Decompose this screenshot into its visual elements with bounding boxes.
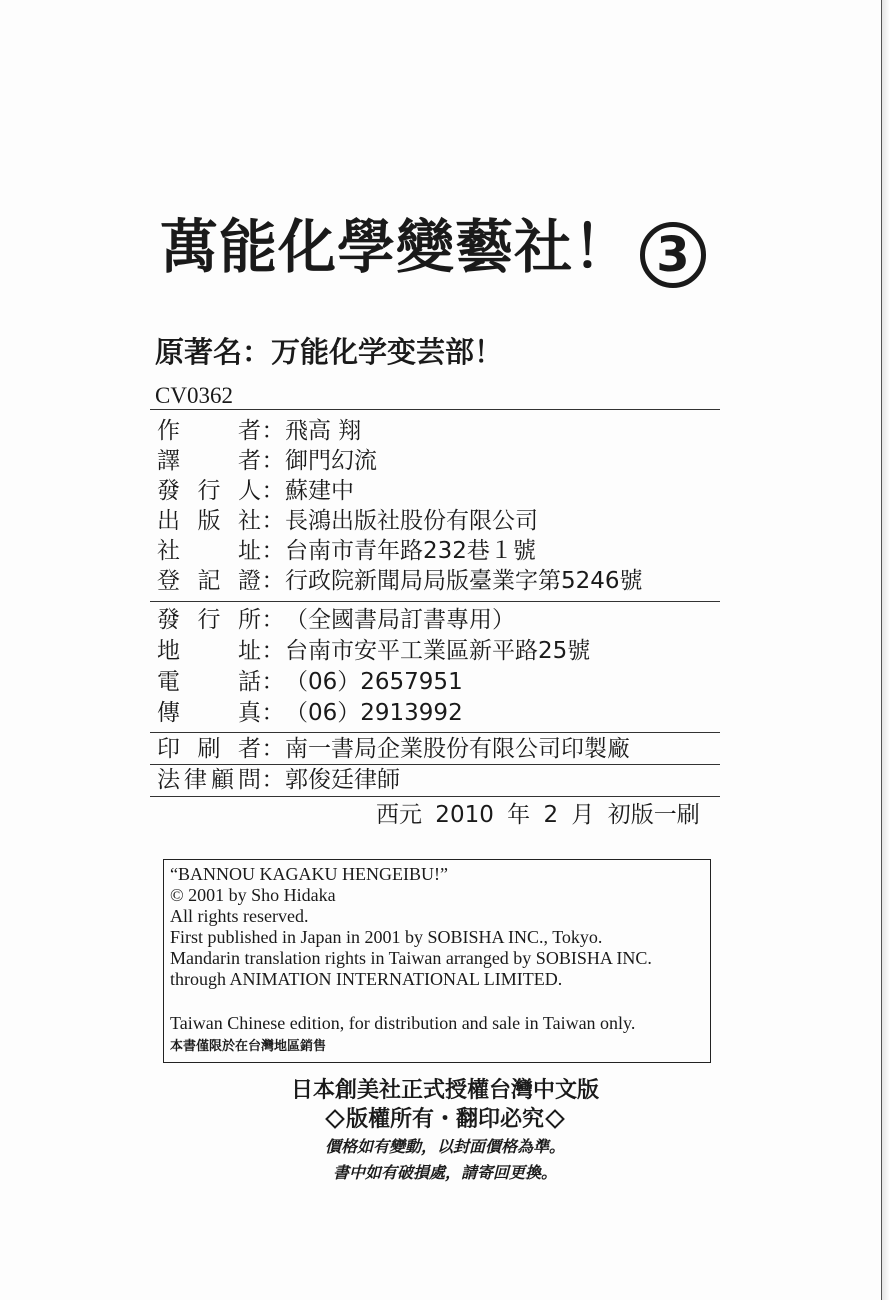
credit-row-printer: 印刷者：南一書局企業股份有限公司印製廠 [157, 736, 630, 762]
volume-number: 3 [640, 222, 706, 288]
credit-value: 南一書局企業股份有限公司印製廠 [285, 736, 630, 762]
credit-row-registration: 登記證：行政院新聞局局版臺業字第5246號 [157, 568, 643, 594]
publication-date: 西元 2010 年 2 月 初版一刷 [376, 802, 700, 828]
divider [150, 601, 720, 602]
credit-row-legal-advisor: 法律顧問：郭俊廷律師 [157, 767, 400, 793]
copyright-line: “BANNOU KAGAKU HENGEIBU!” [170, 864, 448, 884]
credit-row-address: 社址：台南市青年路232巷１號 [157, 538, 536, 564]
credit-value: 台南市青年路232巷１號 [285, 538, 536, 564]
credit-value: 飛高 翔 [285, 418, 362, 444]
diamond-icon [325, 1109, 345, 1129]
original-title: 原著名：万能化学变芸部！ [155, 335, 504, 369]
credit-row-distributor: 發行所：（全國書局訂書專用） [157, 607, 515, 633]
credit-value: 行政院新聞局局版臺業字第5246號 [285, 568, 643, 594]
chinese-distribution-note: 本書僅限於在台灣地區銷售 [170, 1039, 327, 1054]
credit-label: 傳真 [157, 700, 261, 726]
rights-text: 版權所有・翻印必究 [345, 1107, 544, 1132]
credit-label: 發行人 [157, 478, 261, 504]
credit-value: 長鴻出版社股份有限公司 [285, 508, 538, 534]
credit-value: 台南市安平工業區新平路25號 [285, 638, 591, 664]
credit-value: 御門幻流 [285, 448, 377, 474]
credit-label: 出版社 [157, 508, 261, 534]
credit-value: （06）2657951 [285, 669, 463, 695]
credit-row-translator: 譯者：御門幻流 [157, 448, 377, 474]
catalog-code: CV0362 [155, 383, 233, 408]
license-statement: 日本創美社正式授權台灣中文版 [290, 1078, 599, 1103]
credit-row-fax: 傳真：（06）2913992 [157, 700, 463, 726]
credit-label: 登記證 [157, 568, 261, 594]
divider [150, 732, 720, 733]
credit-row-publisher: 出版社：長鴻出版社股份有限公司 [157, 508, 538, 534]
price-note: 價格如有變動，以封面價格為準。 [324, 1137, 565, 1156]
rights-statement [0, 1102, 890, 1133]
credit-label: 發行所 [157, 607, 261, 633]
credit-label: 作者 [157, 418, 261, 444]
book-title: 萬能化學變藝社！ [160, 213, 633, 281]
distribution-note: Taiwan Chinese edition, for distribution and sale in Taiwan only. [170, 1013, 636, 1033]
credit-row-distributor-address: 地址：台南市安平工業區新平路25號 [157, 638, 591, 664]
credit-value: 蘇建中 [285, 478, 354, 504]
credit-row-author: 作者：飛高 翔 [157, 418, 362, 444]
divider [150, 796, 720, 797]
diamond-icon [545, 1109, 565, 1129]
copyright-line: Mandarin translation rights in Taiwan arranged by SOBISHA INC. [170, 948, 652, 968]
damage-note: 書中如有破損處，請寄回更換。 [332, 1163, 557, 1182]
copyright-box [163, 859, 711, 1063]
credit-row-phone: 電話：（06）2657951 [157, 669, 463, 695]
copyright-line: through ANIMATION INTERNATIONAL LIMITED. [170, 969, 563, 989]
credit-label: 社址 [157, 538, 261, 564]
credit-value: （06）2913992 [285, 700, 463, 726]
copyright-line: All rights reserved. [170, 906, 309, 926]
credit-label: 地址 [157, 638, 261, 664]
copyright-line: © 2001 by Sho Hidaka [170, 885, 336, 905]
credit-label: 譯者 [157, 448, 261, 474]
credit-label: 法律顧問 [157, 767, 261, 793]
copyright-line: First published in Japan in 2001 by SOBISHA INC., Tokyo. [170, 927, 603, 947]
credit-value: （全國書局訂書專用） [285, 607, 515, 633]
credit-label: 電話 [157, 669, 261, 695]
divider [150, 409, 720, 410]
credit-value: 郭俊廷律師 [285, 767, 400, 793]
credit-label: 印刷者 [157, 736, 261, 762]
credit-row-publisher-person: 發行人：蘇建中 [157, 478, 354, 504]
